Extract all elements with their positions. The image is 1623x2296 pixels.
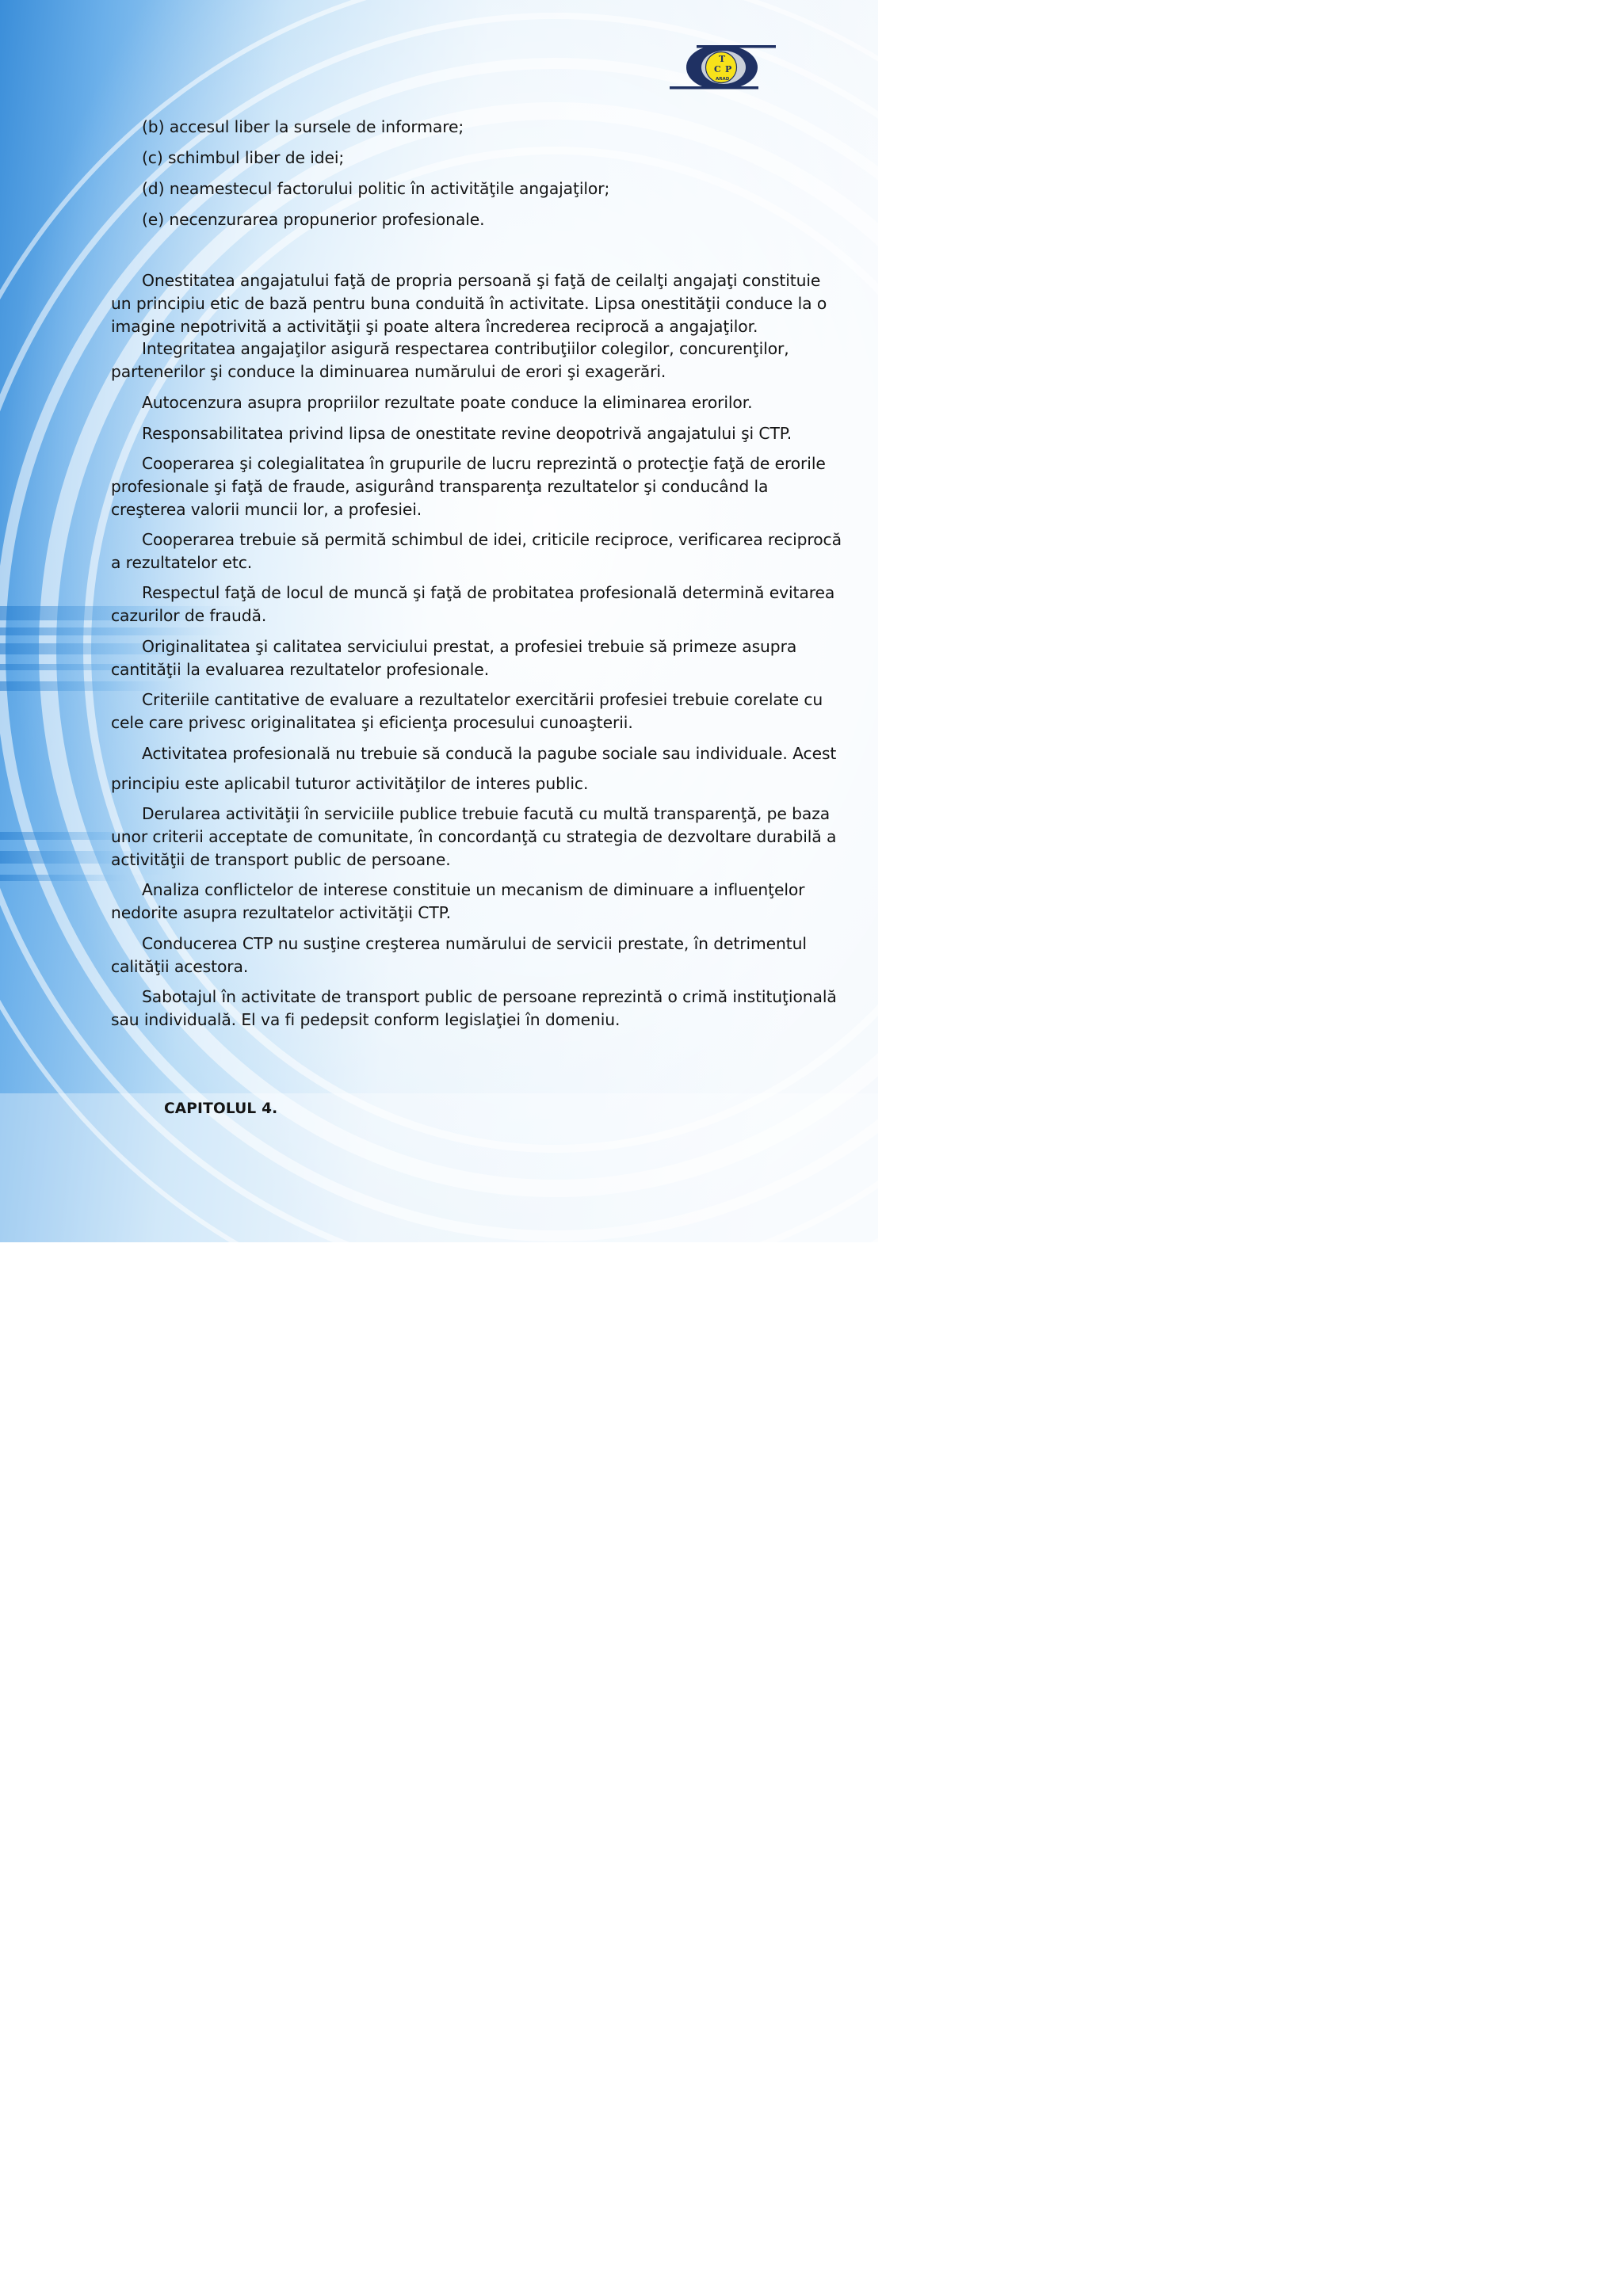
paragraph-line: Derularea activităţii în serviciile publice trebuie facută cu multă transparenţă, pe baza — [142, 804, 831, 823]
paragraph-line: Sabotajul în activitate de transport public de persoane reprezintă o crimă instituţională — [142, 987, 837, 1006]
logo-letter-c: C — [714, 64, 721, 74]
paragraph-line: profesionale şi faţă de fraude, asigurând transparenţa rezultatelor şi conducând la — [111, 477, 769, 496]
paragraph-line: cele care privesc originalitatea şi eficienţa procesului cunoaşterii. — [111, 713, 633, 732]
paragraph-line: principiu este aplicabil tuturor activităţilor de interes public. — [111, 774, 589, 793]
list-item-b: (b) accesul liber la sursele de informare; — [142, 117, 464, 136]
paragraph-line: Originalitatea şi calitatea serviciului prestat, a profesiei trebuie să primeze asupra — [142, 637, 797, 656]
paragraph-line: imagine nepotrivită a activităţii şi poate altera încrederea reciprocă a angajaţilor. — [111, 317, 758, 336]
paragraph-line: Respectul faţă de locul de muncă şi faţă de probitatea profesională determină evitarea — [142, 583, 835, 602]
paragraph-line: Onestitatea angajatului faţă de propria persoană şi faţă de ceilalţi angajaţi constituie — [142, 271, 821, 290]
paragraph-line: Criteriile cantitative de evaluare a rezultatelor exercitării profesiei trebuie corelate cu — [142, 690, 823, 709]
logo-text-arad: ARAD — [716, 77, 730, 82]
paragraph-line: nedorite asupra rezultatelor activităţii CTP. — [111, 903, 451, 922]
paragraph-line: Autocenzura asupra propriilor rezultate poate conduce la eliminarea erorilor. — [142, 393, 753, 412]
paragraph-line: un principiu etic de bază pentru buna conduită în activitate. Lipsa onestităţii conduce la o — [111, 294, 827, 313]
list-item-c: (c) schimbul liber de idei; — [142, 148, 345, 167]
paragraph-line: partenerilor şi conduce la diminuarea numărului de erori şi exagerări. — [111, 362, 666, 381]
paragraph-line: Responsabilitatea privind lipsa de onestitate revine deopotrivă angajatului şi CTP. — [142, 424, 792, 443]
chapter-heading: CAPITOLUL 4. — [164, 1100, 278, 1117]
paragraph-line: cazurilor de fraudă. — [111, 606, 267, 625]
list-item-d: (d) neamestecul factorului politic în activităţile angajaţilor; — [142, 179, 610, 198]
paragraph-line: Integritatea angajaţilor asigură respectarea contribuţiilor colegilor, concurenţilor, — [142, 339, 789, 358]
document-body — [0, 0, 878, 1242]
logo-letter-t: T — [719, 54, 726, 64]
paragraph-line: Cooperarea şi colegialitatea în grupurile de lucru reprezintă o protecţie faţă de erorile — [142, 454, 826, 473]
paragraph-line: calităţii acestora. — [111, 957, 249, 976]
paragraph-line: cantităţii la evaluarea rezultatelor profesionale. — [111, 660, 490, 679]
paragraph-line: activităţii de transport public de persoane. — [111, 850, 451, 869]
paragraph-line: Cooperarea trebuie să permită schimbul de idei, criticile reciproce, verificarea reciprocă — [142, 530, 842, 549]
paragraph-line: unor criterii acceptate de comunitate, în concordanţă cu strategia de dezvoltare durabilă a — [111, 827, 837, 846]
paragraph-line: a rezultatelor etc. — [111, 553, 253, 572]
logo-letter-p: P — [725, 64, 732, 74]
paragraph-line: Conducerea CTP nu susţine creşterea numărului de servicii prestate, în detrimentul — [142, 934, 807, 953]
list-item-e: (e) necenzurarea propunerior profesionale. — [142, 210, 485, 229]
paragraph-line: Analiza conflictelor de interese constituie un mecanism de diminuare a influenţelor — [142, 880, 805, 899]
paragraph-line: creşterea valorii muncii lor, a profesiei. — [111, 500, 422, 519]
paragraph-line: Activitatea profesională nu trebuie să conducă la pagube sociale sau individuale. Acest — [142, 744, 837, 763]
paragraph-line: sau individuală. El va fi pedepsit conform legislaţiei în domeniu. — [111, 1010, 621, 1029]
